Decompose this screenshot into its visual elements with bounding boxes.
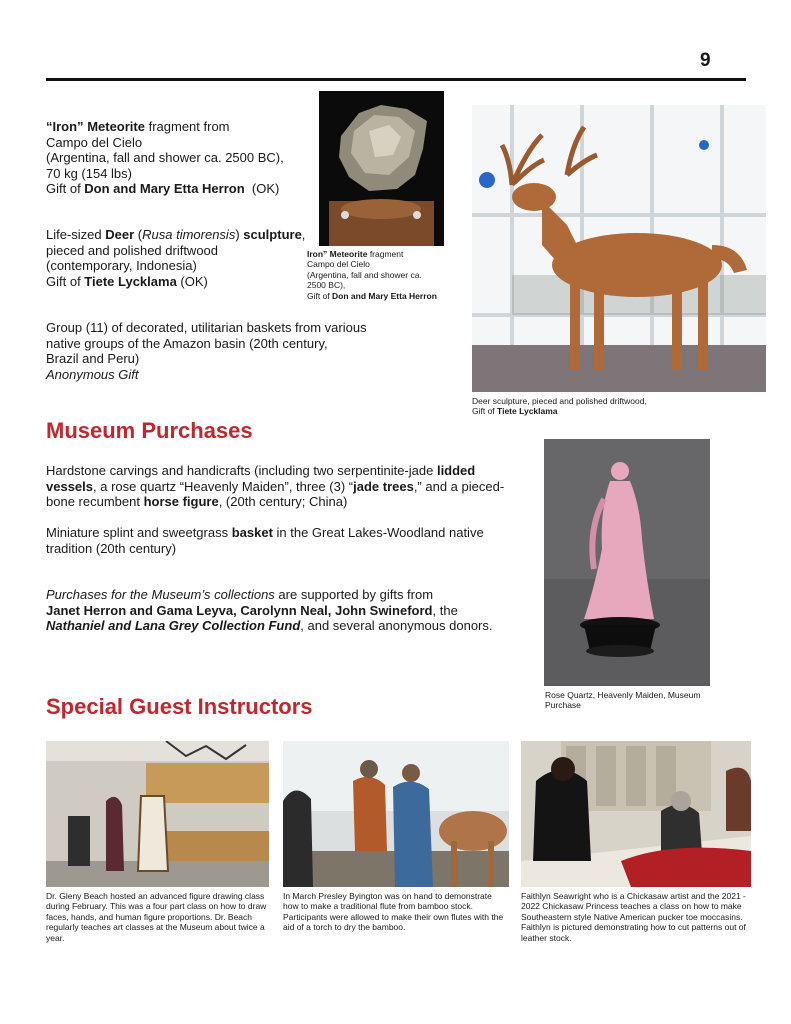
deer-photo — [472, 105, 766, 392]
deer-caption: Deer sculpture, pieced and polished driftwood, Gift of Tiete Lycklama — [472, 396, 647, 417]
flute-class-photo — [283, 741, 509, 887]
museum-purchases-heading: Museum Purchases — [46, 418, 253, 443]
page-number: 9 — [700, 50, 711, 71]
purchases-paragraph-1: Hardstone carvings and handicrafts (including two serpentinite-jade lidded vessels, a rose quartz “Heavenly Maiden”, three (3) “jade trees,” and a pieced-bone recumbent horse figure, (20th century; China) — [46, 463, 505, 510]
moccasin-class-caption: Faithlyn Seawright who is a Chickasaw artist and the 2021 - 2022 Chickasaw Princess teaches a class on how to make Southeastern style Native American pucker toe moccasins. Faithlyn is pictured demonstrating how to cut patterns out of leather stock. — [521, 891, 746, 943]
rose-quartz-caption: Rose Quartz, Heavenly Maiden, Museum Purchase — [545, 690, 701, 711]
drawing-class-caption: Dr. Gleny Beach hosted an advanced figure drawing class during February. This was a four part class on how to draw faces, hands, and human figure proportions. Dr. Beach regularly teaches art classes at the Museum about twice a year. — [46, 891, 267, 943]
baskets-entry: Group (11) of decorated, utilitarian baskets from various native groups of the Amazon basin (20th century, Brazil and Peru) Anonymous Gift — [46, 320, 367, 382]
meteorite-caption: Iron” Meteorite fragment Campo del Cielo (Argentina, fall and shower ca. 2500 BC), Gift of Don and Mary Etta Herron — [307, 249, 437, 301]
purchases-paragraph-3: Purchases for the Museum’s collections are supported by gifts from Janet Herron and Gama Leyva, Carolynn Neal, John Swineford, the Nathaniel and Lana Grey Collection Fund, and several anonymous donors. — [46, 587, 493, 634]
moccasin-class-photo — [521, 741, 751, 887]
purchases-paragraph-2: Miniature splint and sweetgrass basket in the Great Lakes-Woodland native tradition (20th century) — [46, 525, 484, 556]
deer-entry: Life-sized Deer (Rusa timorensis) sculpture, pieced and polished driftwood (contemporary, Indonesia) Gift of Tiete Lycklama (OK) — [46, 227, 306, 289]
meteorite-entry: “Iron” Meteorite fragment from Campo del Cielo (Argentina, fall and shower ca. 2500 BC), 70 kg (154 lbs) Gift of Don and Mary Etta Herron (OK) — [46, 119, 284, 197]
drawing-class-photo — [46, 741, 269, 887]
header-rule — [46, 78, 746, 81]
rose-quartz-photo — [544, 439, 710, 686]
meteorite-photo — [319, 91, 444, 246]
special-guest-instructors-heading: Special Guest Instructors — [46, 694, 313, 719]
flute-class-caption: In March Presley Byington was on hand to demonstrate how to make a traditional flute from bamboo stock. Participants were allowed to make their own flutes with the aid of a torch to dry the bamboo. — [283, 891, 504, 933]
